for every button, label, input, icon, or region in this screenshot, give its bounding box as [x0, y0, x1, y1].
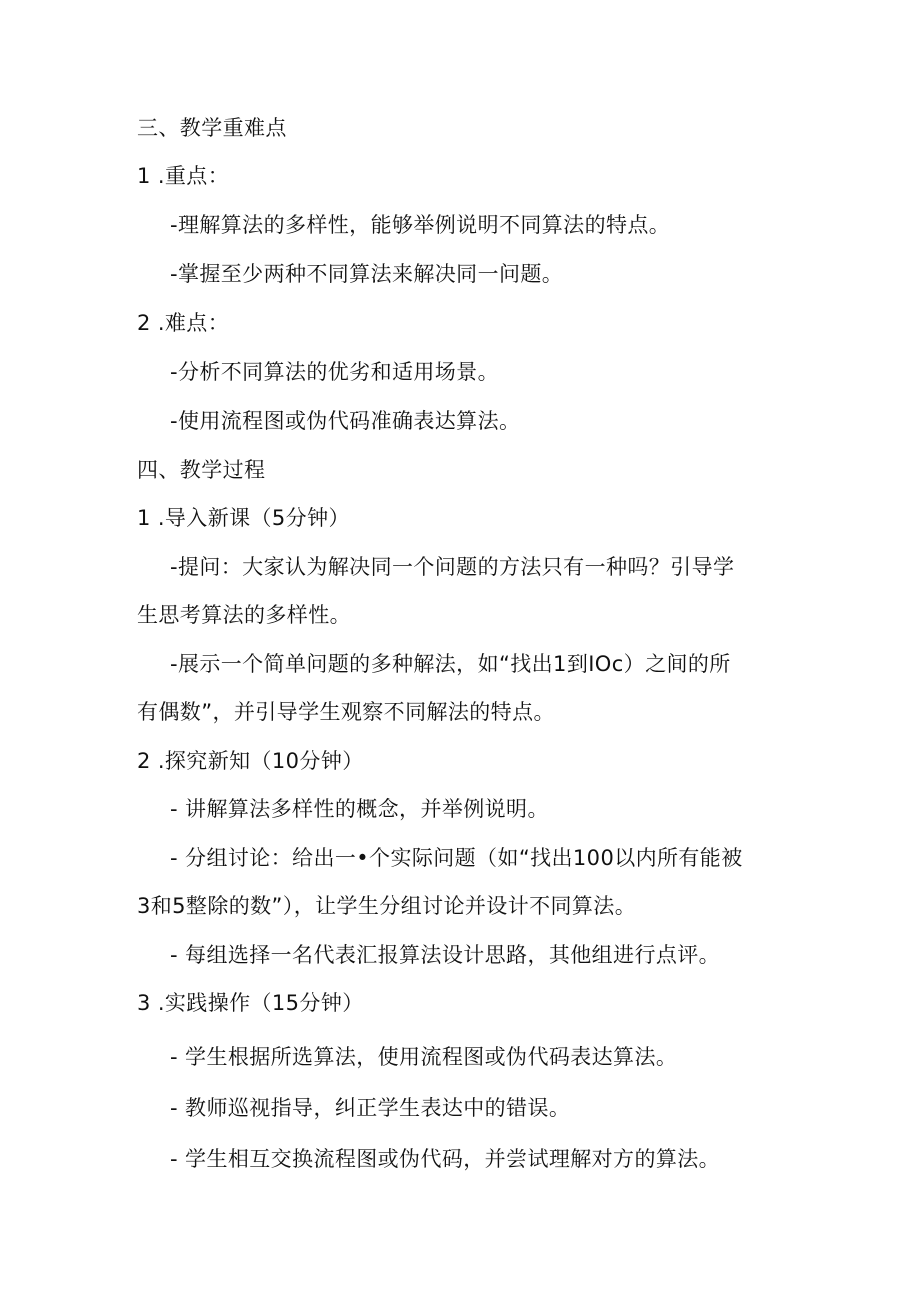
- hard-point-item: -分析不同算法的优劣和适用场景。: [170, 360, 499, 384]
- intro-item-line: 有偶数”，并引导学生观察不同解法的特点。: [137, 700, 555, 724]
- explore-item: - 讲解算法多样性的概念，并举例说明。: [170, 797, 549, 821]
- practice-item: - 教师巡视指导，纠正学生表达中的错误。: [170, 1096, 571, 1120]
- intro-item-line: -展示一个简单问题的多种解法，如“找出1到IOc）之间的所: [170, 652, 731, 676]
- practice-label: 3 .实践操作（15分钟）: [137, 991, 364, 1015]
- hard-point-item: -使用流程图或伪代码准确表达算法。: [170, 409, 521, 433]
- key-point-item: -掌握至少两种不同算法来解决同一问题。: [170, 262, 564, 286]
- intro-item-line: 生思考算法的多样性。: [137, 603, 351, 627]
- section-heading-difficulties: 三、教学重难点: [137, 116, 287, 140]
- intro-item-line: -提问：大家认为解决同一个问题的方法只有一种吗？引导学: [170, 555, 735, 579]
- key-points-label: 1 .重点：: [137, 164, 230, 188]
- explore-item-line: 3和5整除的数”），让学生分组讨论并设计不同算法。: [137, 894, 637, 918]
- practice-item: - 学生相互交换流程图或伪代码，并尝试理解对方的算法。: [170, 1147, 721, 1171]
- explore-label: 2 .探究新知（10分钟）: [137, 749, 364, 773]
- practice-item: - 学生根据所选算法，使用流程图或伪代码表达算法。: [170, 1045, 678, 1069]
- intro-label: 1 .导入新课（5分钟）: [137, 506, 350, 530]
- hard-points-label: 2 .难点：: [137, 311, 230, 335]
- key-point-item: -理解算法的多样性，能够举例说明不同算法的特点。: [170, 213, 671, 237]
- explore-item-line: - 分组讨论：给出一•个实际问题（如“找出100以内所有能被: [170, 846, 743, 870]
- explore-item: - 每组选择一名代表汇报算法设计思路，其他组进行点评。: [170, 943, 721, 967]
- section-heading-process: 四、教学过程: [137, 458, 266, 482]
